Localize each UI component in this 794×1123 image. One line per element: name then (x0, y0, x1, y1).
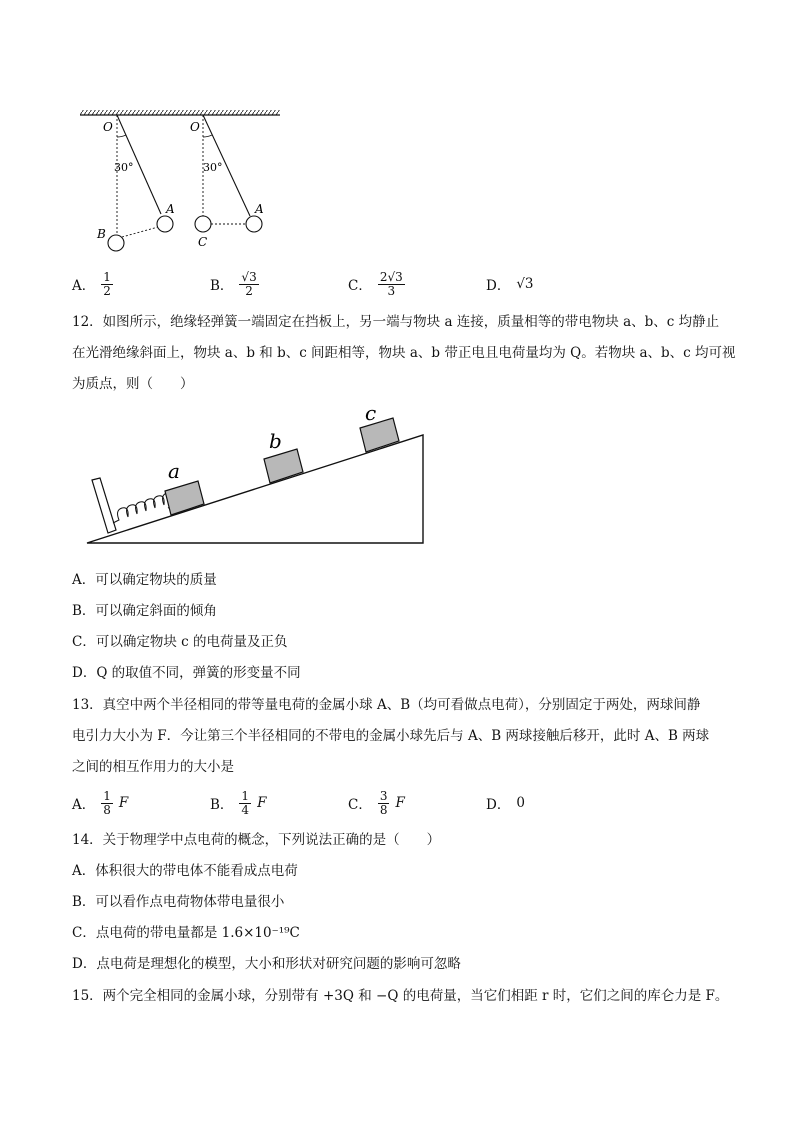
option-letter: D． (486, 278, 511, 294)
option-letter: C． (348, 278, 372, 294)
option-letter: B． (210, 797, 234, 813)
q14-option-b: B．可以看作点电荷物体带电量很小 (72, 894, 285, 910)
label-a-left: A (166, 202, 175, 216)
q13-option-d (486, 783, 525, 823)
label-angle-left: 30° (114, 161, 134, 174)
option-letter: A． (72, 797, 96, 813)
force-symbol: F (395, 795, 405, 811)
q13-stem-line2: 电引力大小为 F．今让第三个半径相同的不带电的金属小球先后与 A、B 两球接触后移开，此时 A、B 两球 (72, 728, 710, 744)
q12-stem-line2: 在光滑绝缘斜面上，物块 a、b 和 b、c 间距相等，物块 a、b 带正电且电荷量均为 Q。若物块 a、b、c 均可视 (72, 345, 736, 361)
label-block-a: a (168, 459, 180, 483)
option-letter: D． (486, 797, 511, 813)
q11-option-a (72, 264, 113, 304)
q14-stem: 14．关于物理学中点电荷的概念，下列说法正确的是（ ） (72, 832, 441, 848)
q12-stem-line3: 为质点，则（ ） (72, 376, 194, 392)
fraction-denominator: 3 (387, 283, 396, 298)
q14-option-c: C．点电荷的带电量都是 1.6×10⁻¹⁹C (72, 925, 300, 941)
q14-option-a: A．体积很大的带电体不能看成点电荷 (72, 863, 298, 879)
baffle (92, 478, 116, 533)
q14-option-d: D．点电荷是理想化的模型，大小和形状对研究问题的影响可忽略 (72, 956, 461, 972)
ceiling (80, 110, 280, 115)
fraction-denominator: 8 (379, 802, 388, 817)
force-symbol: F (257, 795, 267, 811)
fraction-numerator: 1 (241, 788, 250, 803)
q11-options (72, 264, 672, 304)
label-o-right: O (190, 120, 200, 134)
label-angle-right: 30° (203, 161, 223, 174)
force-symbol: F (118, 795, 129, 811)
fraction (239, 790, 251, 817)
ball-a-left (157, 216, 173, 232)
option-value: √3 (516, 276, 534, 292)
q13-option-b (210, 783, 266, 823)
fraction-numerator: 2√3 (379, 269, 403, 284)
fraction-denominator: 2 (245, 283, 253, 298)
option-letter: A． (72, 278, 96, 294)
q13-stem-line3: 之间的相互作用力的大小是 (72, 759, 234, 775)
q12-stem-line1: 12．如图所示，绝缘轻弹簧一端固定在挡板上，另一端与物块 a 连接，质量相等的带电物块 a、b、c 均静止 (72, 314, 720, 330)
q11-option-b (210, 264, 259, 304)
label-a-right: A (255, 202, 264, 216)
label-block-c: c (365, 401, 377, 425)
fraction-numerator: 3 (379, 788, 388, 803)
ball-b-left (108, 235, 124, 251)
fraction-numerator: 1 (103, 269, 111, 284)
ball-c-right (195, 216, 211, 232)
label-o-left: O (103, 120, 113, 134)
fraction (101, 271, 113, 298)
option-value: 0 (516, 795, 525, 811)
q15-stem: 15．两个完全相同的金属小球，分别带有 +3Q 和 −Q 的电荷量，当它们相距 r 时，它们之间的库仑力是 F。 (72, 988, 729, 1004)
fraction-numerator: 1 (103, 788, 111, 803)
option-letter: B． (210, 278, 234, 294)
q13-options (72, 783, 672, 823)
fraction-denominator: 2 (103, 283, 111, 298)
incline-figure (80, 398, 430, 550)
q11-option-d (486, 264, 534, 304)
fraction-numerator: √3 (241, 269, 257, 284)
pendulum-figure (70, 100, 290, 260)
fraction (101, 790, 113, 817)
label-c-right: C (198, 235, 208, 249)
pendulum-right (190, 115, 264, 249)
fraction (378, 790, 390, 817)
pendulum-left (96, 115, 175, 251)
q12-option-c: C．可以确定物块 c 的电荷量及正负 (72, 634, 288, 650)
fraction-denominator: 4 (241, 802, 250, 817)
fraction-denominator: 8 (103, 802, 111, 817)
q13-option-a (72, 783, 128, 823)
option-letter: C． (348, 797, 372, 813)
fraction (239, 271, 258, 298)
label-b-left: B (97, 227, 106, 241)
q12-option-b: B．可以确定斜面的倾角 (72, 603, 217, 619)
q13-stem-line1: 13．真空中两个半径相同的带等量电荷的金属小球 A、B（均可看做点电荷），分别固定于两处，两球间静 (72, 697, 701, 713)
fraction (378, 271, 405, 298)
q12-option-a: A．可以确定物块的质量 (72, 572, 217, 588)
q13-option-c (348, 783, 405, 823)
incline-plane (87, 435, 423, 543)
label-block-b: b (269, 429, 282, 453)
q12-option-d: D．Q 的取值不同，弹簧的形变量不同 (72, 665, 301, 681)
q11-option-c (348, 264, 405, 304)
ball-a-right (246, 216, 262, 232)
